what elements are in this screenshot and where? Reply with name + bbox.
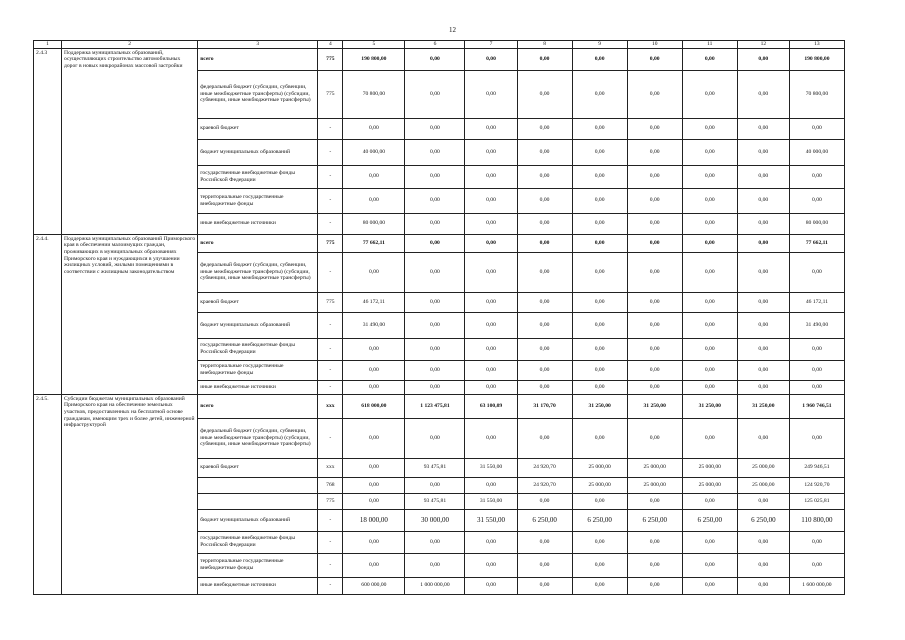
funding-source: федеральный бюджет (субсидии, субвенции, иные межбюджетные трансферты) (субсидии, субвенции, иные межбюджетные трансферты) bbox=[198, 70, 318, 118]
value-cell: 0,00 bbox=[789, 418, 844, 458]
value-cell: 31 250,00 bbox=[572, 394, 627, 418]
value-cell: 0,00 bbox=[737, 48, 789, 70]
value-cell: 0,00 bbox=[627, 531, 682, 553]
funding-source: территориальные государственные внебюджетные фонды bbox=[198, 360, 318, 380]
funding-source: государственные внебюджетные фонды Российской Федерации bbox=[198, 338, 318, 360]
value-cell: 0,00 bbox=[682, 292, 737, 312]
section-name: Поддержка муниципальных образований, осуществляющих строительство автомобильных дорог в новых микрорайонах массовой застройки bbox=[62, 48, 198, 234]
grbs-code: - bbox=[318, 380, 343, 394]
value-cell: 0,00 bbox=[517, 380, 572, 394]
grbs-code: - bbox=[318, 509, 343, 531]
value-cell: 0,00 bbox=[572, 139, 627, 165]
value-cell: 0,00 bbox=[343, 118, 405, 139]
table-row bbox=[34, 234, 845, 252]
value-cell: 0,00 bbox=[572, 234, 627, 252]
value-cell: 0,00 bbox=[627, 70, 682, 118]
funding-source bbox=[198, 477, 318, 493]
value-cell: 0,00 bbox=[465, 577, 517, 594]
value-cell: 0,00 bbox=[405, 48, 465, 70]
value-cell: 0,00 bbox=[789, 118, 844, 139]
column-number: 8 bbox=[517, 41, 572, 49]
value-cell: 0,00 bbox=[465, 70, 517, 118]
value-cell: 0,00 bbox=[737, 338, 789, 360]
value-cell: 0,00 bbox=[343, 188, 405, 213]
value-cell: 0,00 bbox=[405, 118, 465, 139]
value-cell: 0,00 bbox=[572, 118, 627, 139]
value-cell: 31 490,00 bbox=[789, 312, 844, 338]
value-cell: 0,00 bbox=[405, 477, 465, 493]
value-cell: 70 800,00 bbox=[343, 70, 405, 118]
value-cell: 0,00 bbox=[343, 252, 405, 292]
value-cell: 0,00 bbox=[465, 234, 517, 252]
value-cell: 0,00 bbox=[737, 360, 789, 380]
section-code: 2.4.3 bbox=[34, 48, 62, 234]
value-cell: 0,00 bbox=[465, 165, 517, 188]
value-cell: 0,00 bbox=[517, 139, 572, 165]
value-cell: 0,00 bbox=[737, 292, 789, 312]
value-cell: 0,00 bbox=[465, 338, 517, 360]
value-cell: 0,00 bbox=[465, 360, 517, 380]
value-cell: 0,00 bbox=[682, 577, 737, 594]
value-cell: 0,00 bbox=[517, 493, 572, 509]
value-cell: 18 000,00 bbox=[343, 509, 405, 531]
table-row bbox=[34, 394, 845, 418]
value-cell: 125 025,81 bbox=[789, 493, 844, 509]
value-cell: 0,00 bbox=[465, 380, 517, 394]
value-cell: 0,00 bbox=[343, 165, 405, 188]
value-cell: 25 000,00 bbox=[737, 477, 789, 493]
value-cell: 31 550,00 bbox=[465, 458, 517, 477]
value-cell: 0,00 bbox=[737, 380, 789, 394]
funding-source: федеральный бюджет (субсидии, субвенции, иные межбюджетные трансферты) (субсидии, субвенции, иные межбюджетные трансферты) bbox=[198, 252, 318, 292]
funding-source: всего bbox=[198, 394, 318, 418]
value-cell: 600 000,00 bbox=[343, 577, 405, 594]
value-cell: 6 250,00 bbox=[682, 509, 737, 531]
value-cell: 0,00 bbox=[517, 418, 572, 458]
value-cell: 0,00 bbox=[343, 531, 405, 553]
value-cell: 1 600 000,00 bbox=[789, 577, 844, 594]
value-cell: 0,00 bbox=[405, 360, 465, 380]
value-cell: 6 250,00 bbox=[627, 509, 682, 531]
funding-source: государственные внебюджетные фонды Российской Федерации bbox=[198, 531, 318, 553]
value-cell: 40 000,00 bbox=[789, 139, 844, 165]
budget-table bbox=[33, 40, 845, 595]
value-cell: 0,00 bbox=[682, 553, 737, 577]
grbs-code: - bbox=[318, 188, 343, 213]
value-cell: 25 000,00 bbox=[572, 477, 627, 493]
value-cell: 0,00 bbox=[737, 188, 789, 213]
value-cell: 0,00 bbox=[517, 312, 572, 338]
funding-source: государственные внебюджетные фонды Российской Федерации bbox=[198, 165, 318, 188]
section-name: Поддержка муниципальных образований Приморского края в обеспечении малоимущих граждан, проживающих в муниципальных образованиях Приморского края и нуждающихся в улучшении жилищных условий, жилыми помещениями в соответствии с жилищным законодательством bbox=[62, 234, 198, 394]
column-number: 13 bbox=[789, 41, 844, 49]
value-cell: 0,00 bbox=[405, 234, 465, 252]
column-number: 5 bbox=[343, 41, 405, 49]
value-cell: 0,00 bbox=[682, 493, 737, 509]
page-number: 12 bbox=[449, 26, 456, 34]
value-cell: 31 170,70 bbox=[517, 394, 572, 418]
value-cell: 0,00 bbox=[343, 477, 405, 493]
column-number: 6 bbox=[405, 41, 465, 49]
value-cell: 1 000 000,00 bbox=[405, 577, 465, 594]
value-cell: 0,00 bbox=[405, 553, 465, 577]
value-cell: 6 250,00 bbox=[572, 509, 627, 531]
grbs-code: xxx bbox=[318, 458, 343, 477]
value-cell: 0,00 bbox=[737, 234, 789, 252]
value-cell: 0,00 bbox=[517, 118, 572, 139]
value-cell: 0,00 bbox=[572, 577, 627, 594]
value-cell: 0,00 bbox=[572, 48, 627, 70]
value-cell: 0,00 bbox=[627, 553, 682, 577]
value-cell: 0,00 bbox=[789, 360, 844, 380]
value-cell: 0,00 bbox=[789, 338, 844, 360]
value-cell: 0,00 bbox=[737, 213, 789, 234]
value-cell: 0,00 bbox=[343, 418, 405, 458]
value-cell: 25 000,00 bbox=[737, 458, 789, 477]
grbs-code: - bbox=[318, 118, 343, 139]
column-number: 3 bbox=[198, 41, 318, 49]
value-cell: 0,00 bbox=[572, 70, 627, 118]
value-cell: 31 550,00 bbox=[465, 509, 517, 531]
value-cell: 0,00 bbox=[682, 234, 737, 252]
grbs-code: - bbox=[318, 418, 343, 458]
funding-source: федеральный бюджет (субсидии, субвенции, иные межбюджетные трансферты) (субсидии, субвенции, иные межбюджетные трансферты) bbox=[198, 418, 318, 458]
value-cell: 0,00 bbox=[465, 188, 517, 213]
value-cell: 0,00 bbox=[517, 70, 572, 118]
value-cell: 80 000,00 bbox=[789, 213, 844, 234]
value-cell: 6 250,00 bbox=[737, 509, 789, 531]
value-cell: 0,00 bbox=[737, 531, 789, 553]
value-cell: 0,00 bbox=[737, 553, 789, 577]
grbs-code: - bbox=[318, 553, 343, 577]
value-cell: 0,00 bbox=[682, 139, 737, 165]
funding-source: иные внебюджетные источники bbox=[198, 577, 318, 594]
column-number: 4 bbox=[318, 41, 343, 49]
grbs-code: 775 bbox=[318, 70, 343, 118]
value-cell: 0,00 bbox=[517, 553, 572, 577]
value-cell: 0,00 bbox=[465, 118, 517, 139]
value-cell: 0,00 bbox=[517, 252, 572, 292]
value-cell: 0,00 bbox=[627, 234, 682, 252]
value-cell: 0,00 bbox=[405, 165, 465, 188]
value-cell: 0,00 bbox=[627, 418, 682, 458]
value-cell: 0,00 bbox=[517, 360, 572, 380]
value-cell: 31 250,00 bbox=[682, 394, 737, 418]
value-cell: 0,00 bbox=[682, 380, 737, 394]
value-cell: 0,00 bbox=[517, 48, 572, 70]
value-cell: 25 000,00 bbox=[627, 458, 682, 477]
value-cell: 0,00 bbox=[789, 531, 844, 553]
value-cell: 0,00 bbox=[405, 139, 465, 165]
value-cell: 0,00 bbox=[682, 531, 737, 553]
column-number-row bbox=[34, 41, 845, 49]
value-cell: 124 920,70 bbox=[789, 477, 844, 493]
value-cell: 0,00 bbox=[572, 418, 627, 458]
funding-source: всего bbox=[198, 48, 318, 70]
value-cell: 0,00 bbox=[627, 252, 682, 292]
value-cell: 70 800,00 bbox=[789, 70, 844, 118]
grbs-code: - bbox=[318, 139, 343, 165]
value-cell: 0,00 bbox=[682, 188, 737, 213]
value-cell: 0,00 bbox=[405, 292, 465, 312]
value-cell: 0,00 bbox=[682, 165, 737, 188]
value-cell: 0,00 bbox=[627, 380, 682, 394]
funding-source: всего bbox=[198, 234, 318, 252]
value-cell: 0,00 bbox=[627, 338, 682, 360]
value-cell: 0,00 bbox=[572, 380, 627, 394]
value-cell: 0,00 bbox=[572, 531, 627, 553]
value-cell: 77 662,11 bbox=[343, 234, 405, 252]
value-cell: 0,00 bbox=[465, 292, 517, 312]
value-cell: 0,00 bbox=[682, 252, 737, 292]
value-cell: 0,00 bbox=[737, 577, 789, 594]
value-cell: 0,00 bbox=[465, 418, 517, 458]
value-cell: 31 550,00 bbox=[465, 493, 517, 509]
value-cell: 63 100,09 bbox=[465, 394, 517, 418]
funding-source: иные внебюджетные источники bbox=[198, 213, 318, 234]
value-cell: 1 960 746,51 bbox=[789, 394, 844, 418]
value-cell: 0,00 bbox=[572, 252, 627, 292]
grbs-code: - bbox=[318, 360, 343, 380]
value-cell: 0,00 bbox=[737, 165, 789, 188]
value-cell: 46 172,11 bbox=[343, 292, 405, 312]
funding-source bbox=[198, 493, 318, 509]
value-cell: 93 475,81 bbox=[405, 493, 465, 509]
value-cell: 0,00 bbox=[465, 252, 517, 292]
value-cell: 0,00 bbox=[737, 70, 789, 118]
value-cell: 0,00 bbox=[572, 338, 627, 360]
value-cell: 31 250,00 bbox=[737, 394, 789, 418]
grbs-code: 768 bbox=[318, 477, 343, 493]
value-cell: 0,00 bbox=[343, 338, 405, 360]
value-cell: 0,00 bbox=[343, 458, 405, 477]
column-number: 11 bbox=[682, 41, 737, 49]
funding-source: краевой бюджет bbox=[198, 292, 318, 312]
value-cell: 249 946,51 bbox=[789, 458, 844, 477]
value-cell: 190 800,00 bbox=[789, 48, 844, 70]
value-cell: 0,00 bbox=[682, 70, 737, 118]
grbs-code: 775 bbox=[318, 48, 343, 70]
value-cell: 24 920,70 bbox=[517, 458, 572, 477]
value-cell: 0,00 bbox=[572, 493, 627, 509]
value-cell: 0,00 bbox=[465, 48, 517, 70]
value-cell: 0,00 bbox=[627, 188, 682, 213]
value-cell: 0,00 bbox=[737, 312, 789, 338]
column-number: 12 bbox=[737, 41, 789, 49]
value-cell: 0,00 bbox=[627, 139, 682, 165]
column-number: 10 bbox=[627, 41, 682, 49]
grbs-code: xxx bbox=[318, 394, 343, 418]
grbs-code: 775 bbox=[318, 292, 343, 312]
funding-source: территориальные государственные внебюджетные фонды bbox=[198, 553, 318, 577]
value-cell: 0,00 bbox=[627, 48, 682, 70]
value-cell: 618 000,00 bbox=[343, 394, 405, 418]
value-cell: 0,00 bbox=[572, 360, 627, 380]
value-cell: 0,00 bbox=[627, 577, 682, 594]
value-cell: 80 000,00 bbox=[343, 213, 405, 234]
grbs-code: - bbox=[318, 338, 343, 360]
value-cell: 0,00 bbox=[343, 493, 405, 509]
column-number: 9 bbox=[572, 41, 627, 49]
value-cell: 0,00 bbox=[572, 188, 627, 213]
value-cell: 0,00 bbox=[517, 531, 572, 553]
value-cell: 0,00 bbox=[517, 234, 572, 252]
value-cell: 77 662,11 bbox=[789, 234, 844, 252]
grbs-code: 775 bbox=[318, 234, 343, 252]
value-cell: 0,00 bbox=[627, 493, 682, 509]
value-cell: 0,00 bbox=[405, 312, 465, 338]
value-cell: 0,00 bbox=[737, 139, 789, 165]
value-cell: 0,00 bbox=[405, 213, 465, 234]
value-cell: 0,00 bbox=[789, 252, 844, 292]
grbs-code: - bbox=[318, 252, 343, 292]
value-cell: 0,00 bbox=[465, 531, 517, 553]
value-cell: 0,00 bbox=[737, 252, 789, 292]
value-cell: 46 172,11 bbox=[789, 292, 844, 312]
grbs-code: - bbox=[318, 213, 343, 234]
value-cell: 0,00 bbox=[343, 380, 405, 394]
grbs-code: - bbox=[318, 531, 343, 553]
value-cell: 0,00 bbox=[405, 70, 465, 118]
column-number: 7 bbox=[465, 41, 517, 49]
value-cell: 0,00 bbox=[405, 380, 465, 394]
value-cell: 0,00 bbox=[572, 312, 627, 338]
value-cell: 0,00 bbox=[682, 118, 737, 139]
column-number: 1 bbox=[34, 41, 62, 49]
section-code: 2.4.5. bbox=[34, 394, 62, 594]
value-cell: 25 000,00 bbox=[682, 458, 737, 477]
value-cell: 25 000,00 bbox=[682, 477, 737, 493]
value-cell: 0,00 bbox=[627, 165, 682, 188]
value-cell: 0,00 bbox=[572, 213, 627, 234]
value-cell: 0,00 bbox=[737, 418, 789, 458]
value-cell: 0,00 bbox=[682, 418, 737, 458]
value-cell: 0,00 bbox=[737, 493, 789, 509]
value-cell: 0,00 bbox=[465, 477, 517, 493]
value-cell: 40 000,00 bbox=[343, 139, 405, 165]
grbs-code: - bbox=[318, 165, 343, 188]
value-cell: 0,00 bbox=[572, 553, 627, 577]
value-cell: 0,00 bbox=[682, 312, 737, 338]
value-cell: 25 000,00 bbox=[572, 458, 627, 477]
value-cell: 0,00 bbox=[465, 553, 517, 577]
value-cell: 0,00 bbox=[627, 292, 682, 312]
value-cell: 0,00 bbox=[789, 380, 844, 394]
value-cell: 0,00 bbox=[572, 292, 627, 312]
funding-source: краевой бюджет bbox=[198, 458, 318, 477]
value-cell: 93 475,81 bbox=[405, 458, 465, 477]
value-cell: 0,00 bbox=[517, 338, 572, 360]
value-cell: 0,00 bbox=[517, 292, 572, 312]
value-cell: 0,00 bbox=[517, 213, 572, 234]
value-cell: 6 250,00 bbox=[517, 509, 572, 531]
section-name: Субсидии бюджетам муниципальных образований Приморского края на обеспечение земельных участков, предоставленных на бесплатной основе гражданам, имеющим трех и более детей, инженерной инфраструктурой bbox=[62, 394, 198, 594]
value-cell: 24 920,70 bbox=[517, 477, 572, 493]
value-cell: 0,00 bbox=[405, 338, 465, 360]
value-cell: 0,00 bbox=[465, 312, 517, 338]
value-cell: 0,00 bbox=[343, 553, 405, 577]
value-cell: 1 123 475,81 bbox=[405, 394, 465, 418]
funding-source: бюджет муниципальных образований bbox=[198, 312, 318, 338]
value-cell: 0,00 bbox=[343, 360, 405, 380]
value-cell: 0,00 bbox=[789, 553, 844, 577]
grbs-code: - bbox=[318, 312, 343, 338]
grbs-code: 775 bbox=[318, 493, 343, 509]
value-cell: 0,00 bbox=[682, 48, 737, 70]
funding-source: краевой бюджет bbox=[198, 118, 318, 139]
value-cell: 0,00 bbox=[465, 213, 517, 234]
value-cell: 0,00 bbox=[405, 418, 465, 458]
column-number: 2 bbox=[62, 41, 198, 49]
funding-source: территориальные государственные внебюджетные фонды bbox=[198, 188, 318, 213]
section-code: 2.4.4. bbox=[34, 234, 62, 394]
value-cell: 0,00 bbox=[682, 338, 737, 360]
value-cell: 30 000,00 bbox=[405, 509, 465, 531]
value-cell: 110 800,00 bbox=[789, 509, 844, 531]
value-cell: 0,00 bbox=[789, 165, 844, 188]
value-cell: 0,00 bbox=[465, 139, 517, 165]
value-cell: 0,00 bbox=[737, 118, 789, 139]
value-cell: 0,00 bbox=[682, 360, 737, 380]
value-cell: 0,00 bbox=[627, 360, 682, 380]
value-cell: 0,00 bbox=[627, 312, 682, 338]
value-cell: 0,00 bbox=[405, 188, 465, 213]
value-cell: 0,00 bbox=[517, 188, 572, 213]
value-cell: 25 000,00 bbox=[627, 477, 682, 493]
value-cell: 0,00 bbox=[789, 188, 844, 213]
value-cell: 31 490,00 bbox=[343, 312, 405, 338]
value-cell: 0,00 bbox=[682, 213, 737, 234]
funding-source: бюджет муниципальных образований bbox=[198, 509, 318, 531]
grbs-code: - bbox=[318, 577, 343, 594]
value-cell: 0,00 bbox=[405, 531, 465, 553]
value-cell: 0,00 bbox=[572, 165, 627, 188]
table-row bbox=[34, 48, 845, 70]
value-cell: 31 250,00 bbox=[627, 394, 682, 418]
funding-source: бюджет муниципальных образований bbox=[198, 139, 318, 165]
value-cell: 0,00 bbox=[517, 165, 572, 188]
funding-source: иные внебюджетные источники bbox=[198, 380, 318, 394]
value-cell: 0,00 bbox=[627, 213, 682, 234]
value-cell: 0,00 bbox=[517, 577, 572, 594]
value-cell: 190 800,00 bbox=[343, 48, 405, 70]
value-cell: 0,00 bbox=[627, 118, 682, 139]
value-cell: 0,00 bbox=[405, 252, 465, 292]
